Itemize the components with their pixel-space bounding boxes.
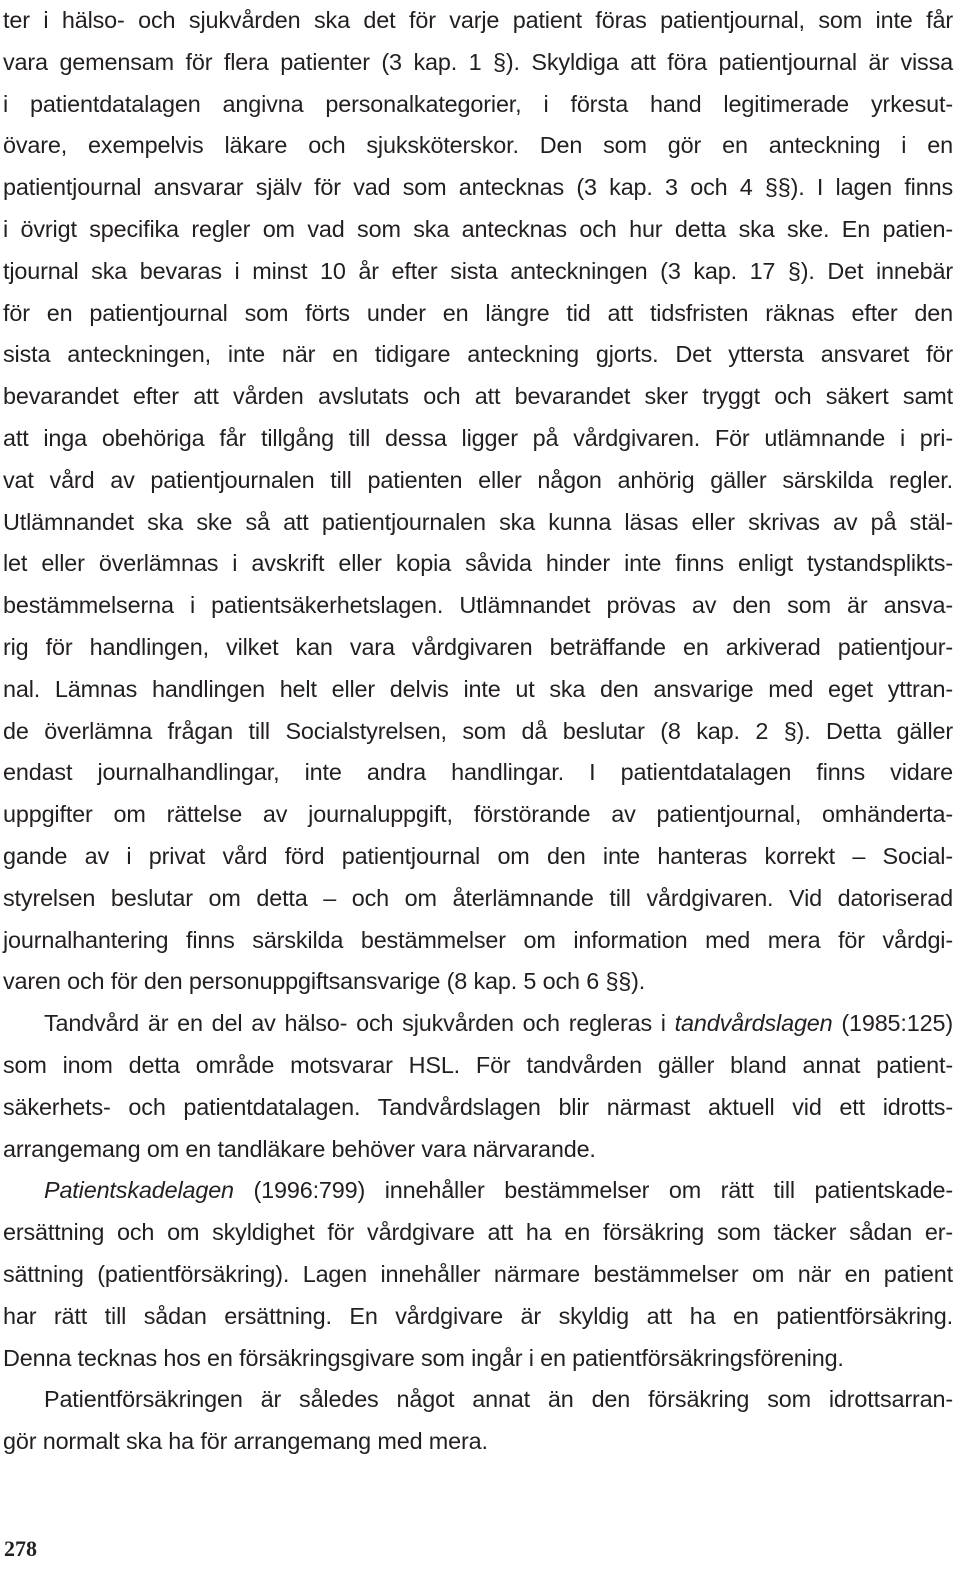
text-run: vara gemensam för flera patienter (3 kap. 1 §). Skyldiga att föra patientjournal är vissa bbox=[3, 48, 953, 75]
page-number: 278 bbox=[4, 1536, 37, 1561]
text-line bbox=[3, 334, 953, 376]
text-run: Utlämnandet ska ske så att patientjournalen ska kunna läsas eller skrivas av på stäl- bbox=[3, 508, 953, 535]
text-line bbox=[3, 418, 953, 460]
text-line bbox=[3, 1087, 953, 1129]
text-line bbox=[3, 125, 953, 167]
text-line bbox=[3, 42, 953, 84]
text-line bbox=[3, 711, 953, 753]
text-run: i patientdatalagen angivna personalkategorier, i första hand legitimerade yrkesut- bbox=[3, 90, 953, 117]
text-run: vat vård av patientjournalen till patienten eller någon anhörig gäller särskilda regler. bbox=[3, 466, 953, 493]
text-line bbox=[3, 627, 953, 669]
text-run: gör normalt ska ha för arrangemang med mera. bbox=[3, 1428, 488, 1455]
text-line bbox=[3, 460, 953, 502]
text-run: varen och för den personuppgiftsansvarige (8 kap. 5 och 6 §§). bbox=[3, 968, 646, 995]
text-line bbox=[3, 1296, 953, 1338]
text-run: patientjournal ansvarar själv för vad som antecknas (3 kap. 3 och 4 §§). I lagen finns bbox=[3, 174, 953, 201]
italic-text: Patientskadelagen bbox=[44, 1177, 234, 1204]
text-run: de överlämna frågan till Socialstyrelsen, som då beslutar (8 kap. 2 §). Detta gäller bbox=[3, 717, 953, 744]
text-line bbox=[3, 1045, 953, 1087]
text-line bbox=[3, 669, 953, 711]
text-run: styrelsen beslutar om detta – och om återlämnande till vårdgivaren. Vid datoriserad bbox=[3, 884, 953, 911]
text-run: ersättning och om skyldighet för vårdgivare att ha en försäkring som täcker sådan er- bbox=[3, 1219, 953, 1246]
text-run: att inga obehöriga får tillgång till dessa ligger på vårdgivaren. För utlämnande i pri- bbox=[3, 425, 953, 451]
text-line bbox=[3, 251, 953, 293]
text-line bbox=[3, 0, 953, 42]
text-run: Tandvård är en del av hälso- och sjukvården och regleras i bbox=[44, 1010, 675, 1037]
text-run: Patientförsäkringen är således något annat än den försäkring som idrottsarran- bbox=[44, 1386, 953, 1413]
text-line bbox=[3, 836, 953, 878]
text-line bbox=[3, 209, 953, 251]
text-line bbox=[3, 1212, 953, 1254]
text-run: sista anteckningen, inte när en tidigare anteckning gjorts. Det yttersta ansvaret för bbox=[3, 341, 953, 368]
text-run: let eller överlämnas i avskrift eller kopia såvida hinder inte finns enligt tystandsplikts- bbox=[3, 550, 953, 577]
text-run: i övrigt specifika regler om vad som ska antecknas och hur detta ska ske. En patien- bbox=[3, 216, 953, 242]
text-run: har rätt till sådan ersättning. En vårdgivare är skyldig att ha en patientförsäkring. bbox=[3, 1302, 953, 1329]
text-run: övare, exempelvis läkare och sjuksköterskor. Den som gör en anteckning i en bbox=[3, 132, 953, 159]
text-run: arrangemang om en tandläkare behöver vara närvarande. bbox=[3, 1135, 596, 1162]
text-line bbox=[3, 293, 953, 335]
text-line bbox=[3, 961, 953, 1003]
text-run: (1985:125) bbox=[832, 1010, 953, 1037]
text-run: säkerhets- och patientdatalagen. Tandvårdslagen blir närmast aktuell vid ett idrotts- bbox=[3, 1093, 953, 1120]
text-line bbox=[44, 1379, 953, 1421]
text-run: journalhantering finns särskilda bestämmelser om information med mera för vårdgi- bbox=[3, 926, 953, 953]
text-run: Denna tecknas hos en försäkringsgivare som ingår i en patientförsäkringsförening. bbox=[3, 1344, 844, 1371]
text-line bbox=[3, 585, 953, 627]
text-line bbox=[3, 1338, 953, 1380]
text-run: sättning (patientförsäkring). Lagen innehåller närmare bestämmelser om när en patient bbox=[3, 1261, 953, 1287]
text-run: (1996:799) innehåller bestämmelser om rätt till patientskade- bbox=[233, 1177, 953, 1204]
text-run: som inom detta område motsvarar HSL. För tandvården gäller bland annat patient- bbox=[3, 1052, 953, 1078]
text-line bbox=[3, 1254, 953, 1296]
text-run: ter i hälso- och sjukvården ska det för varje patient föras patientjournal, som inte får bbox=[3, 7, 953, 33]
text-line bbox=[3, 84, 953, 126]
italic-text: tandvårdslagen bbox=[674, 1010, 833, 1037]
text-line bbox=[3, 1421, 953, 1463]
text-run: uppgifter om rättelse av journaluppgift, förstörande av patientjournal, omhänderta- bbox=[3, 801, 953, 828]
text-run: bevarandet efter att vården avslutats och att bevarandet sker tryggt och säkert samt bbox=[3, 383, 953, 410]
text-run: bestämmelserna i patientsäkerhetslagen. Utlämnandet prövas av den som är ansva- bbox=[3, 592, 953, 619]
text-line bbox=[3, 376, 953, 418]
text-line bbox=[3, 878, 953, 920]
text-line bbox=[3, 920, 953, 962]
text-line bbox=[3, 502, 953, 544]
text-line bbox=[3, 794, 953, 836]
text-run: endast journalhandlingar, inte andra handlingar. I patientdatalagen finns vidare bbox=[3, 759, 953, 786]
text-run: gande av i privat vård förd patientjournal om den inte hanteras korrekt – Social- bbox=[3, 843, 953, 869]
text-line bbox=[3, 752, 953, 794]
text-line bbox=[3, 167, 953, 209]
text-line bbox=[44, 1003, 953, 1045]
text-run: för en patientjournal som förts under en längre tid att tidsfristen räknas efter den bbox=[3, 299, 953, 326]
text-run: tjournal ska bevaras i minst 10 år efter sista anteckningen (3 kap. 17 §). Det innebär bbox=[3, 257, 953, 284]
text-run: rig för handlingen, vilket kan vara vårdgivaren beträffande en arkiverad patientjour- bbox=[3, 634, 953, 660]
text-line bbox=[3, 1129, 953, 1171]
text-line bbox=[3, 543, 953, 585]
text-run: nal. Lämnas handlingen helt eller delvis inte ut ska den ansvarige med eget yttran- bbox=[3, 675, 953, 702]
text-line bbox=[44, 1170, 953, 1212]
